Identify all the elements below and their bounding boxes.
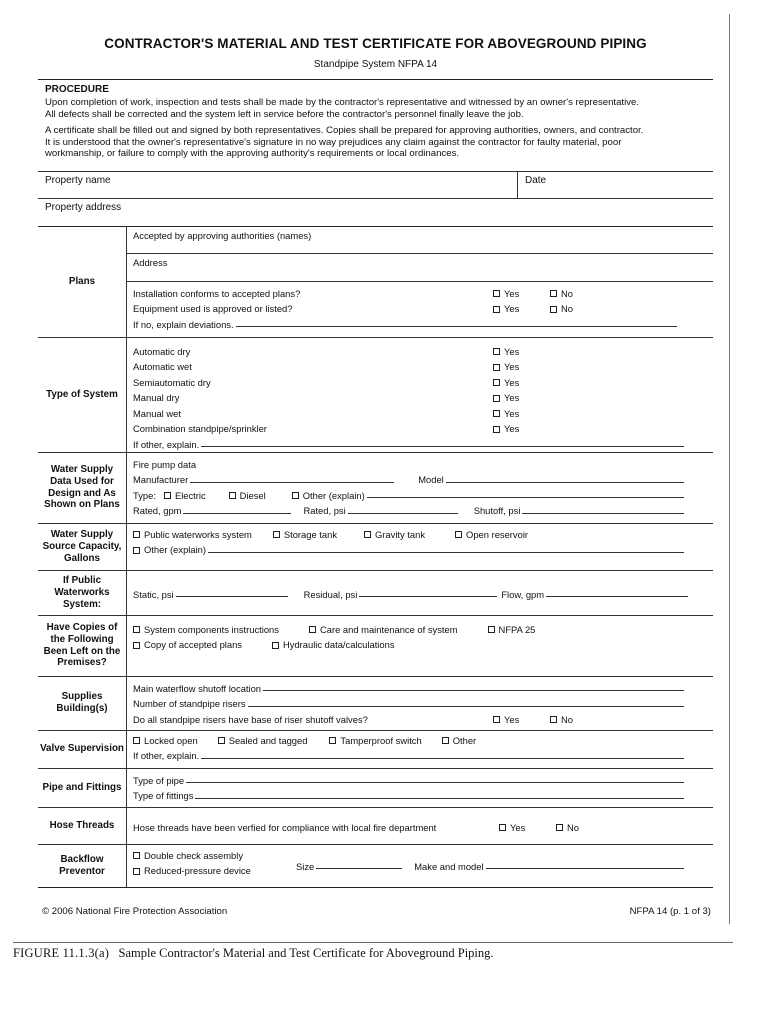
storage-tank-label: Storage tank — [283, 528, 338, 540]
yes-label: Yes — [504, 392, 520, 404]
yes-label: Yes — [504, 303, 520, 315]
checkbox-icon — [229, 492, 236, 499]
water-supply-data-label: Water Supply Data Used for Design and As Shown on Plans — [38, 453, 127, 523]
size-input[interactable] — [316, 867, 402, 869]
property-name-row — [38, 172, 713, 199]
pump-type-row — [133, 486, 708, 502]
system-other-label: If other, explain. — [133, 438, 200, 450]
base-valves-row — [133, 710, 708, 726]
pipe-section — [38, 769, 713, 808]
storage-tank-option[interactable] — [273, 529, 337, 540]
other-label: Other (explain) — [302, 489, 365, 501]
approved-row — [133, 299, 707, 315]
size-label: Size — [296, 860, 315, 872]
shutoff-psi-label: Shutoff, psi — [473, 505, 521, 517]
checkbox-icon — [329, 737, 336, 744]
procedure-text: All defects shall be corrected and the system left in service before the contractor's personnel finally leave the job. — [45, 108, 524, 120]
checkbox-icon — [493, 379, 500, 386]
property-address-row — [38, 199, 713, 227]
locked-open-option[interactable] — [133, 735, 198, 746]
conforms-yes[interactable] — [493, 288, 519, 299]
fittings-type-row — [133, 786, 708, 802]
manufacturer-label: Manufacturer — [133, 474, 189, 486]
plans-address-label: Address — [133, 256, 168, 268]
checkbox-icon — [550, 306, 557, 313]
checkbox-icon — [364, 531, 371, 538]
hose-verified-label: Hose threads have been verfied for compliance with local fire department — [133, 821, 437, 833]
supplies-section — [38, 677, 713, 731]
checkbox-icon — [493, 395, 500, 402]
make-model-label: Make and model — [414, 860, 484, 872]
copies-label: Have Copies of the Following Been Left on the Premises? — [38, 616, 127, 676]
system-other-input[interactable] — [201, 445, 684, 447]
checkbox-icon — [493, 306, 500, 313]
backflow-section — [38, 845, 713, 888]
checkbox-icon — [164, 492, 171, 499]
procedure-heading: PROCEDURE — [45, 84, 109, 96]
checkbox-icon — [493, 716, 500, 723]
water-supply-data-section — [38, 453, 713, 524]
yes-label: Yes — [510, 821, 526, 833]
yes-label: Yes — [504, 407, 520, 419]
checkbox-icon — [133, 547, 140, 554]
checkbox-icon — [309, 626, 316, 633]
date-field[interactable] — [518, 172, 713, 198]
diesel-label: Diesel — [239, 489, 266, 501]
base-valves-label: Do all standpipe risers have base of riser shutoff valves? — [133, 713, 368, 725]
approved-yes[interactable] — [493, 303, 519, 314]
figure-text: Sample Contractor's Material and Test Certificate for Aboveground Piping. — [118, 946, 494, 960]
checkbox-icon — [493, 410, 500, 417]
hydraulic-option[interactable] — [272, 639, 395, 650]
components-label: System components instructions — [144, 623, 279, 635]
conforms-row — [133, 284, 707, 300]
property-address-field[interactable] — [38, 199, 713, 226]
gravity-tank-option[interactable] — [364, 529, 425, 540]
system-item-row — [133, 357, 708, 373]
source-other-label: Other (explain) — [144, 544, 207, 556]
valve-label: Valve Supervision — [38, 731, 127, 768]
figure-number: FIGURE 11.1.3(a) — [13, 946, 110, 960]
checkbox-icon — [455, 531, 462, 538]
size-model-row — [296, 856, 708, 872]
system-item-label: Combination standpipe/sprinkler — [133, 423, 267, 435]
checkbox-icon — [493, 348, 500, 355]
pressure-row — [133, 584, 708, 600]
source-other-option[interactable] — [133, 544, 206, 555]
risers-label: Number of standpipe risers — [133, 698, 246, 710]
main-shutoff-label: Main waterflow shutoff location — [133, 682, 262, 694]
checkbox-icon — [273, 531, 280, 538]
main-shutoff-input[interactable] — [263, 689, 684, 691]
system-type-label: Type of System — [38, 338, 127, 452]
no-label: No — [561, 303, 573, 315]
checkbox-icon — [218, 737, 225, 744]
approved-no[interactable] — [550, 303, 573, 314]
copyright-text: © 2006 National Fire Protection Association — [42, 905, 228, 917]
conforms-label: Installation conforms to accepted plans? — [133, 287, 301, 299]
double-check-option[interactable] — [133, 850, 243, 861]
system-item-yes[interactable] — [493, 377, 519, 388]
base-valves-no[interactable] — [550, 714, 573, 725]
system-item-label: Automatic wet — [133, 361, 192, 373]
rated-psi-label: Rated, psi — [303, 505, 346, 517]
system-item-row — [133, 342, 708, 358]
locked-open-label: Locked open — [144, 734, 198, 746]
hose-row — [133, 817, 708, 833]
sealed-option[interactable] — [218, 735, 308, 746]
valve-explain-row — [133, 746, 708, 762]
valve-explain-label: If other, explain. — [133, 750, 200, 762]
property-name-field[interactable] — [38, 172, 518, 198]
risers-row — [133, 694, 708, 710]
accepted-plans-option[interactable] — [133, 639, 242, 650]
source-other-input[interactable] — [208, 551, 684, 553]
checkbox-icon — [133, 868, 140, 875]
residual-psi-label: Residual, psi — [303, 588, 358, 600]
checkbox-icon — [133, 531, 140, 538]
procedure-text: workmanship, or failure to comply with the approving authority's requirements or local ordinances. — [45, 148, 460, 160]
fittings-type-input[interactable] — [195, 797, 684, 799]
make-model-input[interactable] — [486, 867, 684, 869]
source-other-row — [133, 540, 708, 556]
checkbox-icon — [292, 492, 299, 499]
pipe-type-label: Type of pipe — [133, 774, 185, 786]
public-waterworks-section — [38, 571, 713, 616]
checkbox-icon — [499, 824, 506, 831]
backflow-label: Backflow Preventor — [38, 845, 127, 887]
deviations-label: If no, explain deviations. — [133, 318, 234, 330]
nfpa25-label: NFPA 25 — [498, 623, 536, 635]
accepted-plans-label: Copy of accepted plans — [144, 639, 242, 651]
electric-option[interactable] — [164, 490, 206, 501]
public-waterworks-option[interactable] — [133, 529, 252, 540]
property-name-label: Property name — [45, 174, 111, 186]
yes-label: Yes — [504, 361, 520, 373]
fire-pump-row — [133, 455, 708, 471]
form-subtitle: Standpipe System NFPA 14 — [313, 59, 438, 71]
checkbox-icon — [133, 642, 140, 649]
rated-gpm-label: Rated, gpm — [133, 505, 182, 517]
open-reservoir-label: Open reservoir — [466, 528, 529, 540]
checkbox-icon — [493, 426, 500, 433]
hydraulic-label: Hydraulic data/calculations — [282, 639, 395, 651]
figure-caption — [13, 942, 733, 961]
source-capacity-label: Water Supply Source Capacity, Gallons — [38, 524, 127, 570]
model-label: Model — [418, 474, 444, 486]
components-option[interactable] — [133, 624, 279, 635]
open-reservoir-option[interactable] — [455, 529, 528, 540]
sealed-label: Sealed and tagged — [228, 734, 308, 746]
shutoff-psi-input[interactable] — [522, 512, 684, 514]
static-psi-input[interactable] — [176, 595, 288, 597]
system-item-row — [133, 404, 708, 420]
deviations-input[interactable] — [236, 325, 677, 327]
plans-address-field[interactable] — [127, 254, 713, 282]
system-item-label: Manual dry — [133, 392, 180, 404]
plans-section — [38, 227, 713, 338]
system-item-row — [133, 419, 708, 435]
reduced-pressure-row — [133, 861, 296, 877]
procedure-section — [38, 80, 713, 171]
yes-label: Yes — [504, 376, 520, 388]
nfpa25-option[interactable] — [488, 624, 536, 635]
care-label: Care and maintenance of system — [319, 623, 458, 635]
electric-label: Electric — [174, 489, 206, 501]
pipe-type-row — [133, 771, 708, 787]
procedure-paragraph-2 — [45, 125, 707, 160]
source-capacity-section — [38, 524, 713, 571]
date-label: Date — [525, 174, 547, 186]
diesel-option[interactable] — [229, 490, 266, 501]
reduced-pressure-option[interactable] — [133, 865, 251, 876]
rated-gpm-input[interactable] — [183, 512, 291, 514]
gravity-tank-label: Gravity tank — [375, 528, 426, 540]
conforms-no[interactable] — [550, 288, 573, 299]
no-label: No — [561, 287, 573, 299]
double-check-row — [133, 846, 296, 862]
other-option[interactable] — [292, 490, 365, 501]
system-item-yes[interactable] — [493, 408, 519, 419]
system-item-yes[interactable] — [493, 361, 519, 372]
system-item-row — [133, 388, 708, 404]
page-edge — [729, 14, 730, 924]
certificate-form — [38, 36, 713, 917]
checkbox-icon — [550, 716, 557, 723]
checkbox-icon — [133, 737, 140, 744]
no-label: No — [561, 713, 573, 725]
approved-label: Equipment used is approved or listed? — [133, 303, 293, 315]
copies-row-1 — [133, 620, 708, 636]
system-type-section — [38, 338, 713, 453]
system-other-row — [133, 435, 708, 451]
checkbox-icon — [556, 824, 563, 831]
valve-other-option[interactable] — [442, 735, 476, 746]
yes-label: Yes — [504, 713, 520, 725]
type-label: Type: — [133, 489, 156, 501]
page-number: NFPA 14 (p. 1 of 3) — [629, 905, 711, 917]
valve-explain-input[interactable] — [201, 757, 684, 759]
pipe-label: Pipe and Fittings — [38, 769, 127, 807]
manufacturer-row — [133, 470, 708, 486]
residual-psi-input[interactable] — [359, 595, 497, 597]
system-item-row — [133, 373, 708, 389]
main-shutoff-row — [133, 679, 708, 695]
public-waterworks-label: If Public Waterworks System: — [38, 571, 127, 615]
public-waterworks-label: Public waterworks system — [144, 528, 252, 540]
static-psi-label: Static, psi — [133, 588, 174, 600]
tamperproof-label: Tamperproof switch — [340, 734, 422, 746]
plans-label: Plans — [38, 227, 127, 337]
procedure-text: A certificate shall be filled out and signed by both representatives. Copies shall be prepared for approving authorities, owners, and contractor. — [45, 125, 644, 137]
form-footer — [38, 888, 713, 918]
deviations-row — [133, 315, 707, 331]
checkbox-icon — [272, 642, 279, 649]
reduced-pressure-label: Reduced-pressure device — [144, 865, 251, 877]
checkbox-icon — [493, 364, 500, 371]
valve-section — [38, 731, 713, 769]
procedure-paragraph-1 — [45, 97, 707, 120]
base-valves-yes[interactable] — [493, 714, 519, 725]
hose-section — [38, 808, 713, 845]
double-check-label: Double check assembly — [144, 849, 244, 861]
valve-options-row — [133, 731, 708, 747]
checkbox-icon — [550, 290, 557, 297]
manufacturer-input[interactable] — [190, 481, 394, 483]
rated-psi-input[interactable] — [348, 512, 458, 514]
system-item-label: Automatic dry — [133, 345, 191, 357]
model-input[interactable] — [446, 481, 684, 483]
hose-label: Hose Threads — [38, 808, 127, 844]
accepted-by-field[interactable] — [127, 227, 713, 254]
checkbox-icon — [133, 626, 140, 633]
pipe-type-input[interactable] — [186, 781, 684, 783]
hose-yes[interactable] — [499, 822, 525, 833]
source-options-row — [133, 525, 708, 541]
yes-label: Yes — [504, 423, 520, 435]
flow-gpm-input[interactable] — [546, 595, 688, 597]
ratings-row — [133, 501, 708, 517]
checkbox-icon — [442, 737, 449, 744]
yes-label: Yes — [504, 345, 520, 357]
property-address-label: Property address — [45, 201, 122, 213]
system-item-yes[interactable] — [493, 392, 519, 403]
procedure-text: Upon completion of work, inspection and tests shall be made by the contractor's representative and witnessed by an owner's representative. — [45, 97, 640, 109]
system-item-label: Manual wet — [133, 407, 181, 419]
copies-section — [38, 616, 713, 677]
fittings-type-label: Type of fittings — [133, 790, 194, 802]
system-item-yes[interactable] — [493, 423, 519, 434]
checkbox-icon — [488, 626, 495, 633]
risers-input[interactable] — [248, 705, 684, 707]
checkbox-icon — [493, 290, 500, 297]
copies-row-2 — [133, 635, 708, 651]
procedure-text: It is understood that the owner's representative's signature in no way prejudices any claim against the contractor for faulty material, poor — [45, 136, 622, 148]
hose-no[interactable] — [556, 822, 579, 833]
tamperproof-option[interactable] — [329, 735, 421, 746]
accepted-by-label: Accepted by approving authorities (names) — [133, 229, 312, 241]
care-option[interactable] — [309, 624, 458, 635]
valve-other-label: Other — [452, 734, 477, 746]
fire-pump-label: Fire pump data — [133, 458, 197, 470]
pump-other-input[interactable] — [367, 496, 684, 498]
no-label: No — [567, 821, 579, 833]
checkbox-icon — [133, 852, 140, 859]
system-item-yes[interactable] — [493, 346, 519, 357]
form-title: CONTRACTOR'S MATERIAL AND TEST CERTIFICATE FOR ABOVEGROUND PIPING — [104, 36, 647, 51]
system-item-label: Semiautomatic dry — [133, 376, 211, 388]
supplies-label: Supplies Building(s) — [38, 677, 127, 730]
flow-gpm-label: Flow, gpm — [501, 588, 545, 600]
yes-label: Yes — [504, 287, 520, 299]
